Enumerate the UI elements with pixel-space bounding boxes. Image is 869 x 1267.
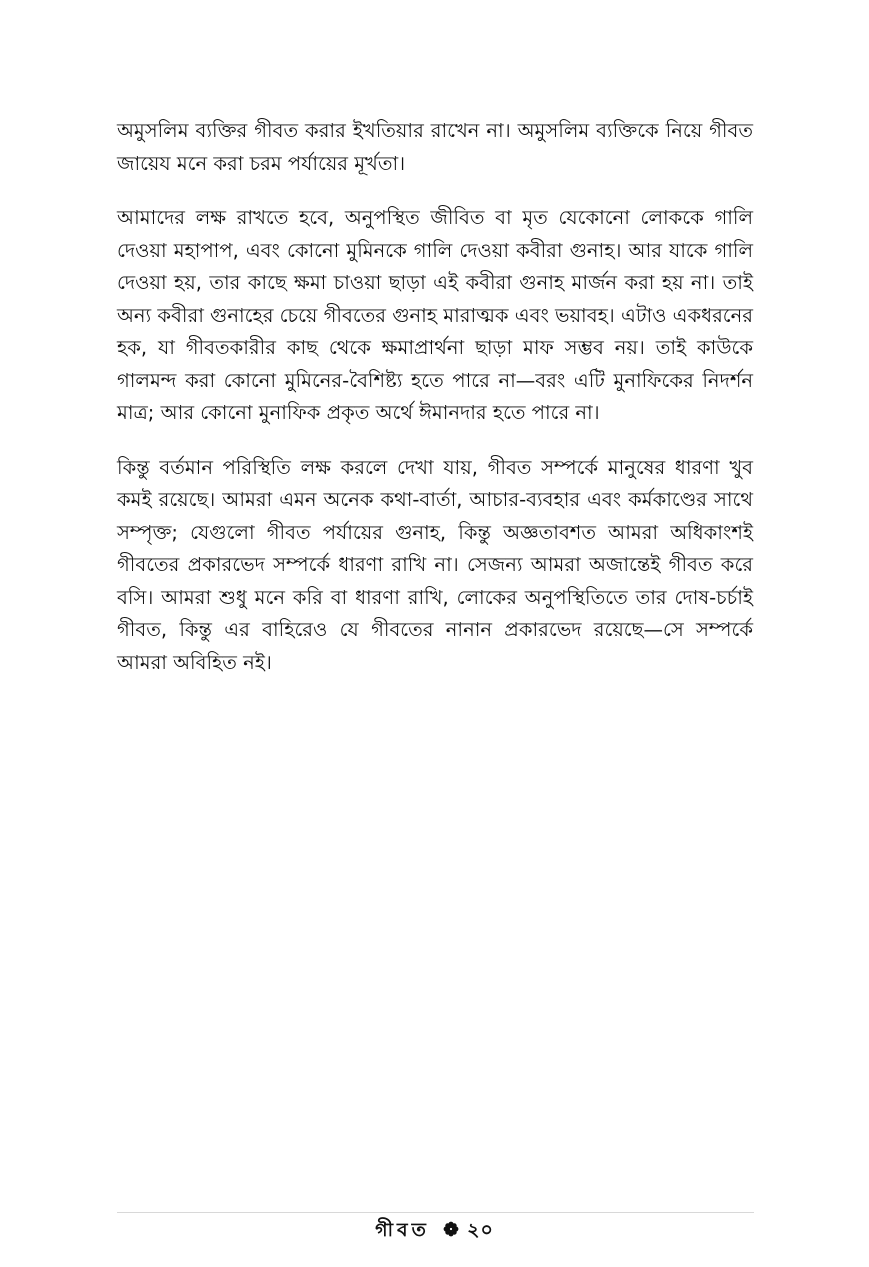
- flower-ornament-icon: [443, 1217, 459, 1245]
- page-footer: [0, 1216, 869, 1245]
- page-number: ২০: [467, 1219, 494, 1241]
- running-title: গীবত: [375, 1219, 430, 1241]
- page-body: [117, 115, 753, 701]
- paragraph: কিন্তু বর্তমান পরিস্থিতি লক্ষ করলে দেখা যায়, গীবত সম্পর্কে মানুষের ধারণা খুব কমই রয়েছে। আমরা এমন অনেক কথা-বার্তা, আচার-ব্যবহার এবং কর্মকাণ্ডের সাথে সম্পৃক্ত; যেগুলো গীবত পর্যায়ের গুনাহ, কিন্তু অজ্ঞতাবশত আমরা অধিকাংশই গীবতের প্রকারভেদ সম্পর্কে ধারণা রাখি না। সেজন্য আমরা অজান্তেই গীবত করে বসি। আমরা শুধু মনে করি বা ধারণা রাখি, লোকের অনুপস্থিতিতে তার দোষ-চর্চাই গীবত, কিন্তু এর বাহিরেও যে গীবতের নানান প্রকারভেদ রয়েছে—সে সম্পর্কে আমরা অবিহিত নই।: [117, 455, 753, 674]
- paragraph: আমাদের লক্ষ রাখতে হবে, অনুপস্থিত জীবিত বা মৃত যেকোনো লোককে গালি দেওয়া মহাপাপ, এবং কোনো মুমিনকে গালি দেওয়া কবীরা গুনাহ। আর যাকে গালি দেওয়া হয়, তার কাছে ক্ষমা চাওয়া ছাড়া এই কবীরা গুনাহ মার্জন করা হয় না। তাই অন্য কবীরা গুনাহের চেয়ে গীবতের গুনাহ মারাত্মক এবং ভয়াবহ। এটাও একধরনের হক, যা গীবতকারীর কাছ থেকে ক্ষমাপ্রার্থনা ছাড়া মাফ সম্ভব নয়। তাই কাউকে গালমন্দ করা কোনো মুমিনের-বৈশিষ্ট্য হতে পারে না—বরং এটি মুনাফিকের নিদর্শন মাত্র; আর কোনো মুনাফিক প্রকৃত অর্থে ঈমানদার হতে পারে না।: [117, 206, 753, 424]
- footer-divider: [117, 1212, 754, 1213]
- paragraph: অমুসলিম ব্যক্তির গীবত করার ইখতিয়ার রাখেন না। অমুসলিম ব্যক্তিকে নিয়ে গীবত জায়েয মনে করা চরম পর্যায়ের মূর্খতা।: [117, 119, 753, 175]
